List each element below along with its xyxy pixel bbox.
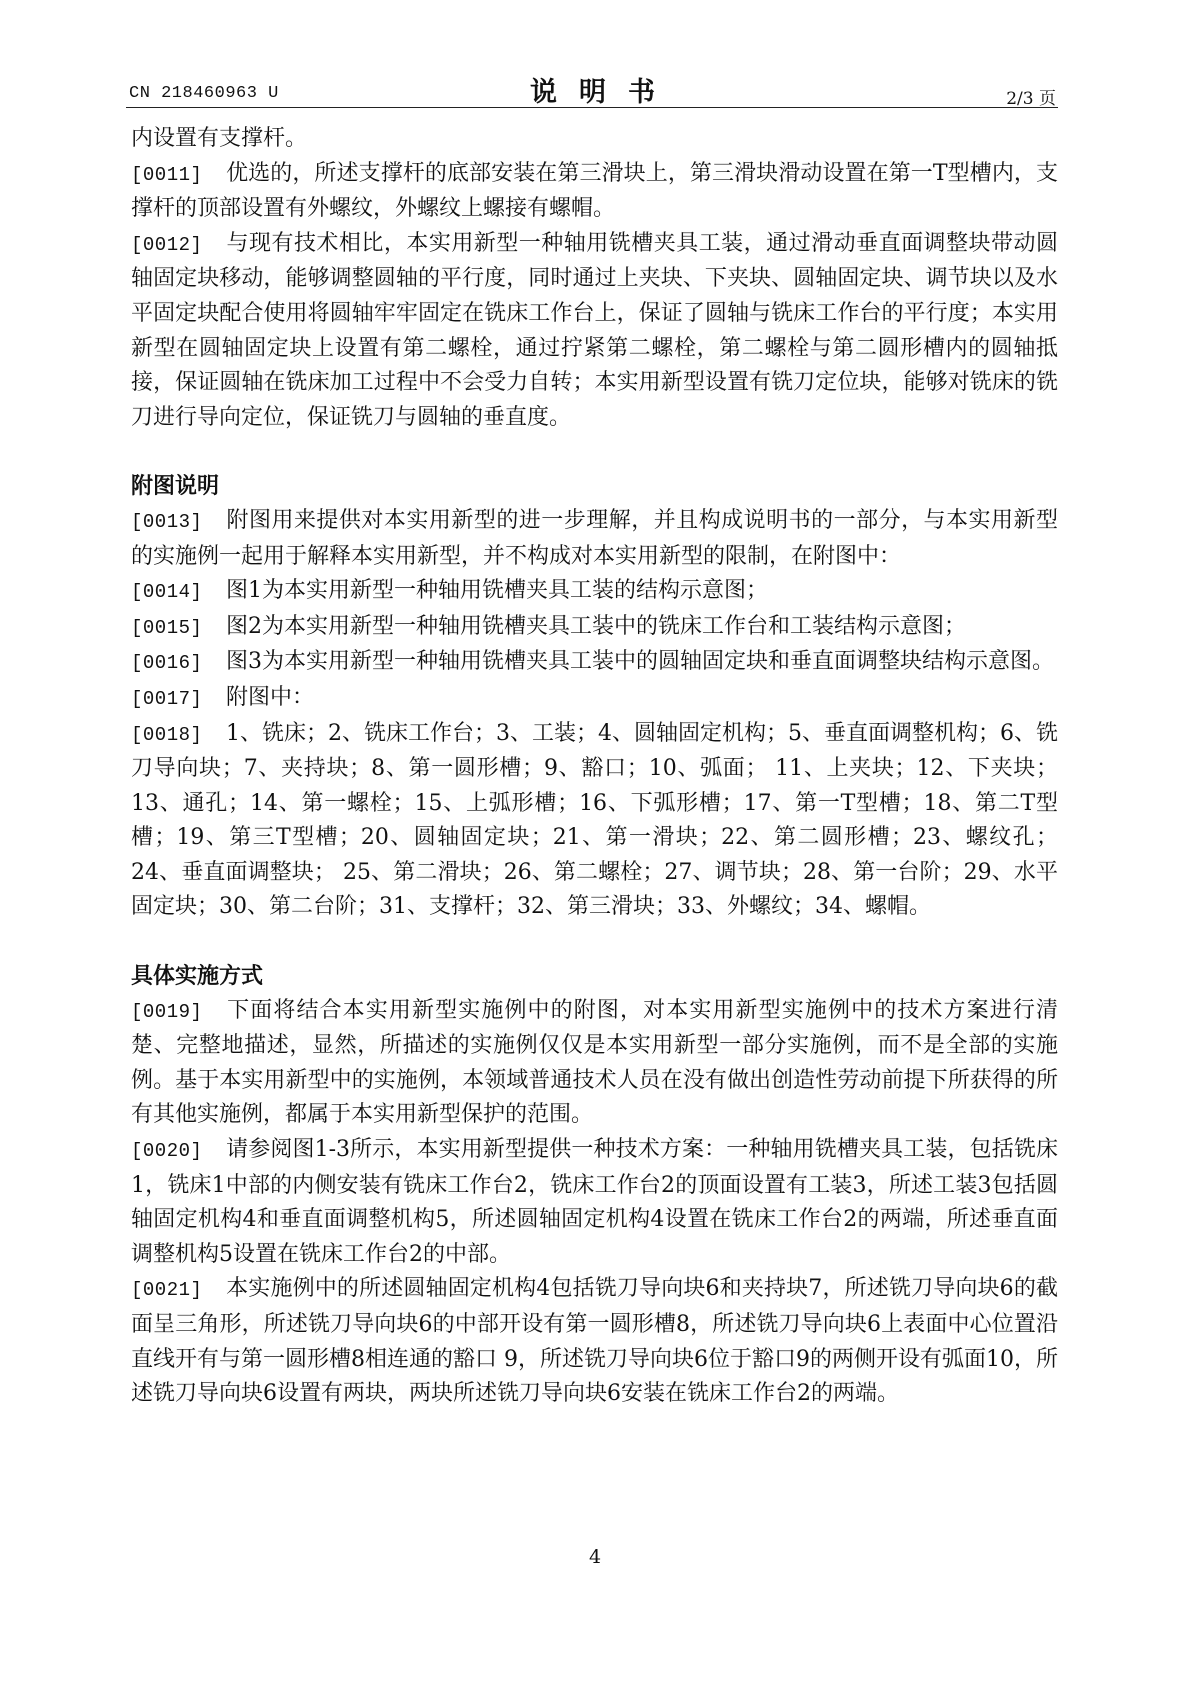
paragraph-number: [0014] <box>131 581 203 604</box>
section-gap <box>131 925 1058 959</box>
paragraph-text: 本实施例中的所述圆轴固定机构4包括铣刀导向块6和夹持块7，所述铣刀导向块6的截面呈三角形，所述铣刀导向块6的中部开设有第一圆形槽8，所述铣刀导向块6上表面中心位置沿直线开有与第一圆形槽8相连通的豁口 9，所述铣刀导向块6位于豁口9的两侧开设有弧面10，所述铣刀导向块6设置有两块，两块所述铣刀导向块6安装在铣床工作台2的两端。 <box>131 1276 1058 1407</box>
paragraph-0017 <box>131 681 1058 717</box>
paragraph-text: 1、铣床；2、铣床工作台；3、工装；4、圆轴固定机构；5、垂直面调整机构；6、铣刀导向块；7、夹持块；8、第一圆形槽；9、豁口；10、弧面； 11、上夹块；12、下夹块；13、通孔；14、第一螺栓；15、上弧形槽；16、下弧形槽；17、第一T型槽；18、第二T型槽；19、第三T型槽；20、圆轴固定块；21、第一滑块；22、第二圆形槽；23、螺纹孔；24、垂直面调整块； 25、第二滑块；26、第二螺栓；27、调节块；28、第一台阶；29、水平固定块；30、第二台阶；31、支撑杆；32、第三滑块；33、外螺纹；34、螺帽。 <box>131 720 1058 920</box>
paragraph-text: 内设置有支撑杆。 <box>131 126 308 151</box>
paragraph-0013 <box>131 504 1058 574</box>
paragraph-0021 <box>131 1272 1058 1411</box>
document-body <box>131 122 1058 1412</box>
paragraph-number: [0019] <box>131 1000 203 1023</box>
document-title: 说明书 <box>530 77 677 108</box>
paragraph-number: [0013] <box>131 510 203 533</box>
paragraph-0012 <box>131 227 1058 436</box>
page-indicator: 2/3 页 <box>1006 89 1056 109</box>
paragraph-text: 图2为本实用新型一种轴用铣槽夹具工装中的铣床工作台和工装结构示意图； <box>226 613 966 639</box>
patent-number: CN 218460963 U <box>129 84 279 103</box>
paragraph-number: [0015] <box>131 616 203 639</box>
paragraph-text: 图1为本实用新型一种轴用铣槽夹具工装的结构示意图； <box>226 578 768 604</box>
paragraph-number: [0017] <box>131 687 203 710</box>
page-header <box>129 68 1056 108</box>
paragraph-0019 <box>131 994 1058 1133</box>
section-gap <box>131 435 1058 469</box>
paragraph-text: 优选的，所述支撑杆的底部安装在第三滑块上，第三滑块滑动设置在第一T型槽内，支撑杆的顶部设置有外螺纹，外螺纹上螺接有螺帽。 <box>131 160 1058 222</box>
section-heading-figures: 附图说明 <box>131 473 220 500</box>
paragraph-number: [0011] <box>131 163 203 186</box>
paragraph-number: [0020] <box>131 1140 203 1163</box>
paragraph-0020 <box>131 1133 1058 1272</box>
header-divider <box>126 107 1058 108</box>
paragraph-text: 附图用来提供对本实用新型的进一步理解，并且构成说明书的一部分，与本实用新型的实施例一起用于解释本实用新型，并不构成对本实用新型的限制，在附图中： <box>131 507 1058 569</box>
paragraph-0016 <box>131 645 1058 681</box>
paragraph-text: 附图中： <box>226 684 315 710</box>
paragraph-0011 <box>131 157 1058 227</box>
paragraph-number: [0012] <box>131 233 203 256</box>
section-heading-embodiment: 具体实施方式 <box>131 963 264 990</box>
paragraph-0018 <box>131 717 1058 926</box>
paragraph-continued <box>131 122 1058 157</box>
paragraph-number: [0016] <box>131 652 203 675</box>
paragraph-number: [0021] <box>131 1279 203 1302</box>
paragraph-text: 请参阅图1-3所示，本实用新型提供一种技术方案：一种轴用铣槽夹具工装，包括铣床1，铣床1中部的内侧安装有铣床工作台2，铣床工作台2的顶面设置有工装3，所述工装3包括圆轴固定机构4和垂直面调整机构5，所述圆轴固定机构4设置在铣床工作台2的两端，所述垂直面调整机构5设置在铣床工作台2的中部。 <box>131 1137 1058 1267</box>
paragraph-0014 <box>131 574 1058 610</box>
paragraph-text: 与现有技术相比，本实用新型一种轴用铣槽夹具工装，通过滑动垂直面调整块带动圆轴固定块移动，能够调整圆轴的平行度，同时通过上夹块、下夹块、圆轴固定块、调节块以及水平固定块配合使用将圆轴牢牢固定在铣床工作台上，保证了圆轴与铣床工作台的平行度；本实用新型在圆轴固定块上设置有第二螺栓，通过拧紧第二螺栓，第二螺栓与第二圆形槽内的圆轴抵接，保证圆轴在铣床加工过程中不会受力自转；本实用新型设置有铣刀定位块，能够对铣床的铣刀进行导向定位，保证铣刀与圆轴的垂直度。 <box>131 230 1058 430</box>
paragraph-0015 <box>131 610 1058 646</box>
paragraph-number: [0018] <box>131 723 203 746</box>
paragraph-text: 下面将结合本实用新型实施例中的附图，对本实用新型实施例中的技术方案进行清楚、完整地描述，显然，所描述的实施例仅仅是本实用新型一部分实施例，而不是全部的实施例。基于本实用新型中的实施例，本领域普通技术人员在没有做出创造性劳动前提下所获得的所有其他实施例，都属于本实用新型保护的范围。 <box>131 997 1058 1128</box>
paragraph-text: 图3为本实用新型一种轴用铣槽夹具工装中的圆轴固定块和垂直面调整块结构示意图。 <box>226 649 1054 675</box>
page-number: 4 <box>588 1546 602 1568</box>
